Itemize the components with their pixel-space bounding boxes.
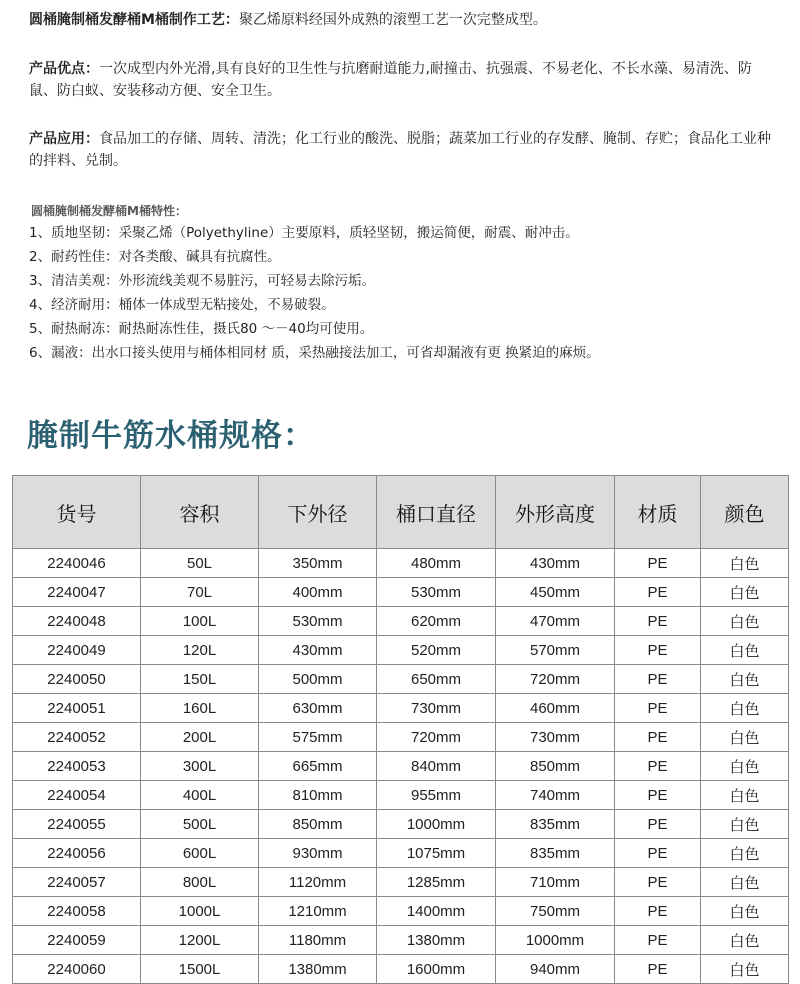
height-cell: 710mm	[496, 868, 615, 897]
table-row	[13, 723, 789, 752]
table-row	[13, 926, 789, 955]
table-row	[13, 781, 789, 810]
volume-cell: 70L	[141, 578, 259, 607]
item-no-cell: 2240047	[13, 578, 141, 607]
material-cell: PE	[615, 636, 701, 665]
item-no-cell: 2240055	[13, 810, 141, 839]
height-cell: 835mm	[496, 839, 615, 868]
item-no-cell: 2240050	[13, 665, 141, 694]
header-height: 外形高度	[496, 476, 615, 549]
feature-item: 6、漏液：出水口接头使用与桶体相同材 质，采热融接法加工，可省却漏液有更 换紧迫的麻烦。	[29, 345, 600, 361]
bottom-diameter-cell: 630mm	[259, 694, 377, 723]
table-row	[13, 694, 789, 723]
color-cell: 白色	[701, 839, 789, 868]
color-cell: 白色	[701, 926, 789, 955]
item-no-cell: 2240053	[13, 752, 141, 781]
volume-cell: 1000L	[141, 897, 259, 926]
volume-cell: 300L	[141, 752, 259, 781]
material-cell: PE	[615, 955, 701, 984]
volume-cell: 1500L	[141, 955, 259, 984]
item-no-cell: 2240059	[13, 926, 141, 955]
material-cell: PE	[615, 897, 701, 926]
color-cell: 白色	[701, 578, 789, 607]
process-paragraph	[29, 9, 777, 31]
application-label: 产品应用：	[29, 131, 99, 147]
item-no-cell: 2240054	[13, 781, 141, 810]
mouth-diameter-cell: 480mm	[377, 549, 496, 578]
advantage-paragraph	[29, 58, 777, 102]
table-row	[13, 839, 789, 868]
table-row	[13, 665, 789, 694]
height-cell: 470mm	[496, 607, 615, 636]
mouth-diameter-cell: 1600mm	[377, 955, 496, 984]
item-no-cell: 2240057	[13, 868, 141, 897]
color-cell: 白色	[701, 868, 789, 897]
volume-cell: 400L	[141, 781, 259, 810]
height-cell: 750mm	[496, 897, 615, 926]
item-no-cell: 2240046	[13, 549, 141, 578]
height-cell: 740mm	[496, 781, 615, 810]
bottom-diameter-cell: 665mm	[259, 752, 377, 781]
color-cell: 白色	[701, 810, 789, 839]
table-row	[13, 810, 789, 839]
table-row	[13, 868, 789, 897]
color-cell: 白色	[701, 549, 789, 578]
height-cell: 450mm	[496, 578, 615, 607]
mouth-diameter-cell: 1400mm	[377, 897, 496, 926]
item-no-cell: 2240051	[13, 694, 141, 723]
feature-item: 4、经济耐用：桶体一体成型无粘接处，不易破裂。	[29, 297, 335, 313]
header-bottom-diameter: 下外径	[259, 476, 377, 549]
height-cell: 730mm	[496, 723, 615, 752]
color-cell: 白色	[701, 723, 789, 752]
features-heading: 圆桶腌制桶发酵桶M桶特性：	[31, 204, 187, 218]
process-label: 圆桶腌制桶发酵桶M桶制作工艺：	[29, 12, 239, 28]
spec-title: 腌制牛筋水桶规格：	[27, 418, 315, 454]
mouth-diameter-cell: 530mm	[377, 578, 496, 607]
item-no-cell: 2240056	[13, 839, 141, 868]
color-cell: 白色	[701, 636, 789, 665]
header-color: 颜色	[701, 476, 789, 549]
material-cell: PE	[615, 578, 701, 607]
mouth-diameter-cell: 720mm	[377, 723, 496, 752]
color-cell: 白色	[701, 781, 789, 810]
volume-cell: 600L	[141, 839, 259, 868]
volume-cell: 1200L	[141, 926, 259, 955]
feature-item: 1、质地坚韧：采聚乙烯（Polyethyline）主要原料，质轻坚韧，搬运简便，耐震、耐冲击。	[29, 225, 579, 241]
material-cell: PE	[615, 694, 701, 723]
color-cell: 白色	[701, 752, 789, 781]
volume-cell: 500L	[141, 810, 259, 839]
material-cell: PE	[615, 868, 701, 897]
color-cell: 白色	[701, 897, 789, 926]
volume-cell: 160L	[141, 694, 259, 723]
spec-table	[12, 475, 789, 984]
mouth-diameter-cell: 1000mm	[377, 810, 496, 839]
advantage-label: 产品优点：	[29, 61, 99, 77]
bottom-diameter-cell: 810mm	[259, 781, 377, 810]
height-cell: 570mm	[496, 636, 615, 665]
table-header-row	[13, 476, 789, 549]
height-cell: 720mm	[496, 665, 615, 694]
mouth-diameter-cell: 730mm	[377, 694, 496, 723]
header-volume: 容积	[141, 476, 259, 549]
feature-item: 3、清洁美观：外形流线美观不易脏污，可轻易去除污垢。	[29, 273, 376, 289]
material-cell: PE	[615, 810, 701, 839]
mouth-diameter-cell: 620mm	[377, 607, 496, 636]
material-cell: PE	[615, 752, 701, 781]
table-row	[13, 607, 789, 636]
bottom-diameter-cell: 575mm	[259, 723, 377, 752]
bottom-diameter-cell: 1180mm	[259, 926, 377, 955]
item-no-cell: 2240049	[13, 636, 141, 665]
mouth-diameter-cell: 1285mm	[377, 868, 496, 897]
bottom-diameter-cell: 1120mm	[259, 868, 377, 897]
spec-table-body	[13, 549, 789, 984]
bottom-diameter-cell: 500mm	[259, 665, 377, 694]
volume-cell: 200L	[141, 723, 259, 752]
bottom-diameter-cell: 430mm	[259, 636, 377, 665]
height-cell: 460mm	[496, 694, 615, 723]
application-text: 食品加工的存储、周转、清洗；化工行业的酸洗、脱脂；蔬菜加工行业的存发酵、腌制、存贮；食品化工业种的拌料、兑制。	[29, 131, 771, 169]
color-cell: 白色	[701, 955, 789, 984]
height-cell: 850mm	[496, 752, 615, 781]
bottom-diameter-cell: 1380mm	[259, 955, 377, 984]
table-row	[13, 549, 789, 578]
item-no-cell: 2240048	[13, 607, 141, 636]
mouth-diameter-cell: 520mm	[377, 636, 496, 665]
process-text: 聚乙烯原料经国外成熟的滚塑工艺一次完整成型。	[238, 12, 547, 28]
height-cell: 1000mm	[496, 926, 615, 955]
item-no-cell: 2240052	[13, 723, 141, 752]
color-cell: 白色	[701, 694, 789, 723]
table-row	[13, 752, 789, 781]
material-cell: PE	[615, 926, 701, 955]
application-paragraph	[29, 128, 777, 172]
volume-cell: 150L	[141, 665, 259, 694]
volume-cell: 50L	[141, 549, 259, 578]
header-material: 材质	[615, 476, 701, 549]
height-cell: 835mm	[496, 810, 615, 839]
bottom-diameter-cell: 850mm	[259, 810, 377, 839]
mouth-diameter-cell: 1380mm	[377, 926, 496, 955]
mouth-diameter-cell: 840mm	[377, 752, 496, 781]
table-row	[13, 955, 789, 984]
advantage-text: 一次成型内外光滑,具有良好的卫生性与抗磨耐道能力,耐撞击、抗强震、不易老化、不长水藻、易清洗、防鼠、防白蚁、安装移动方便、安全卫生。	[29, 61, 752, 99]
table-row	[13, 897, 789, 926]
color-cell: 白色	[701, 607, 789, 636]
item-no-cell: 2240058	[13, 897, 141, 926]
header-mouth-diameter: 桶口直径	[377, 476, 496, 549]
table-row	[13, 578, 789, 607]
material-cell: PE	[615, 839, 701, 868]
item-no-cell: 2240060	[13, 955, 141, 984]
bottom-diameter-cell: 400mm	[259, 578, 377, 607]
material-cell: PE	[615, 607, 701, 636]
color-cell: 白色	[701, 665, 789, 694]
bottom-diameter-cell: 530mm	[259, 607, 377, 636]
bottom-diameter-cell: 350mm	[259, 549, 377, 578]
table-row	[13, 636, 789, 665]
height-cell: 430mm	[496, 549, 615, 578]
feature-item: 5、耐热耐冻：耐热耐冻性佳，摄氏80 ～－40均可使用。	[29, 321, 374, 337]
volume-cell: 120L	[141, 636, 259, 665]
material-cell: PE	[615, 549, 701, 578]
material-cell: PE	[615, 781, 701, 810]
mouth-diameter-cell: 955mm	[377, 781, 496, 810]
header-item-no: 货号	[13, 476, 141, 549]
material-cell: PE	[615, 665, 701, 694]
material-cell: PE	[615, 723, 701, 752]
feature-item: 2、耐药性佳：对各类酸、碱具有抗腐性。	[29, 249, 281, 265]
mouth-diameter-cell: 1075mm	[377, 839, 496, 868]
mouth-diameter-cell: 650mm	[377, 665, 496, 694]
bottom-diameter-cell: 1210mm	[259, 897, 377, 926]
volume-cell: 800L	[141, 868, 259, 897]
volume-cell: 100L	[141, 607, 259, 636]
bottom-diameter-cell: 930mm	[259, 839, 377, 868]
height-cell: 940mm	[496, 955, 615, 984]
